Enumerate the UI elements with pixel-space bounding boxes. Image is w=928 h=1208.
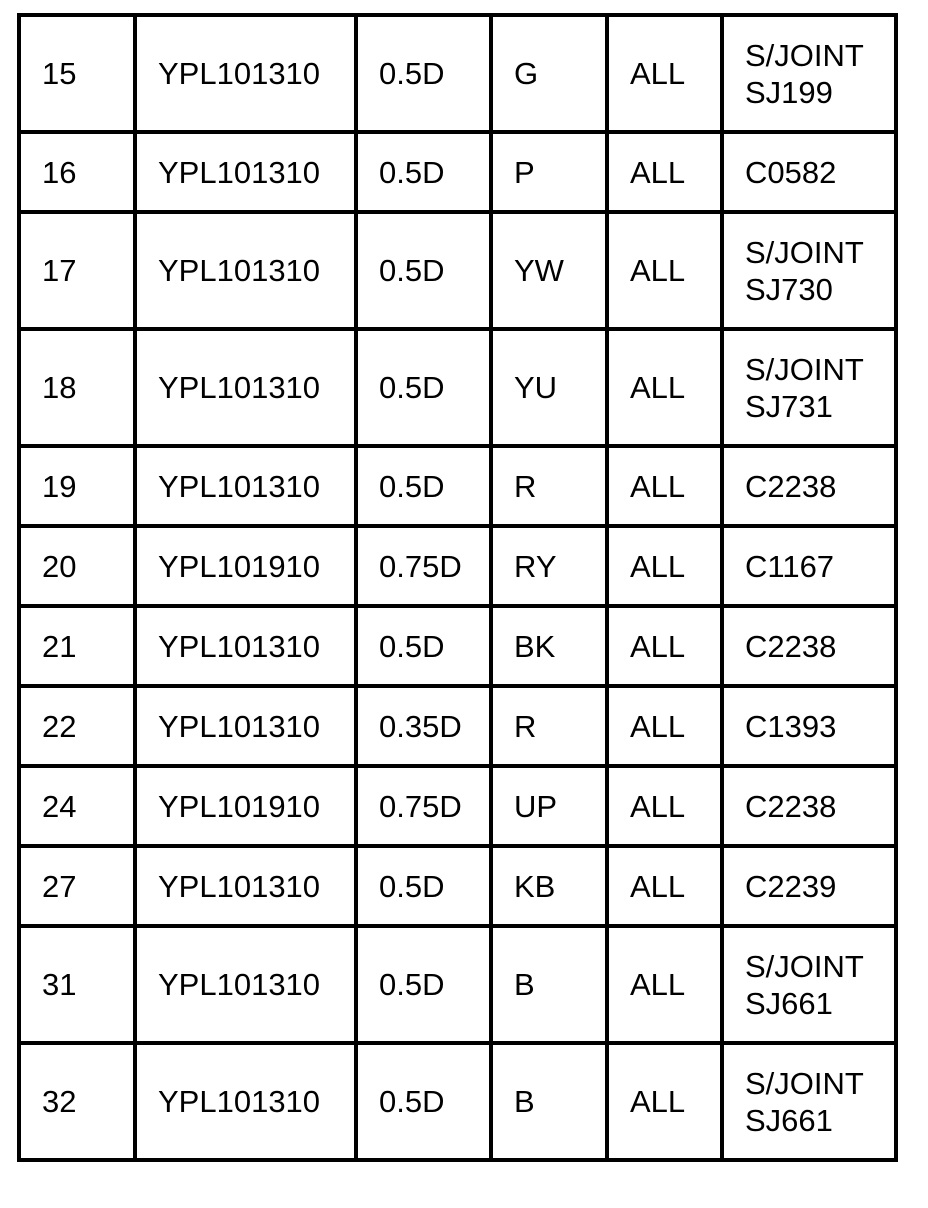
row-number-cell <box>19 686 135 766</box>
size-cell <box>356 846 491 926</box>
cell-text: ALL <box>630 154 686 190</box>
cell-text: ALL <box>630 468 686 504</box>
termination-line-1: C2239 <box>745 868 837 904</box>
termination-line-2: SJ661 <box>745 1102 833 1138</box>
termination-line-2: SJ731 <box>745 388 833 424</box>
cell-text: 0.5D <box>379 468 445 504</box>
color-cell <box>491 446 607 526</box>
table-row <box>19 329 896 446</box>
row-number-cell <box>19 132 135 212</box>
part-number-cell <box>135 686 356 766</box>
cell-text: ALL <box>630 628 686 664</box>
cell-text: ALL <box>630 788 686 824</box>
cell-text: ALL <box>630 253 686 288</box>
cell-text: YPL101310 <box>158 370 321 405</box>
cell-text: 0.5D <box>379 967 445 1002</box>
termination-line-1: S/JOINT <box>745 948 864 984</box>
row-number-cell <box>19 766 135 846</box>
cell-text: P <box>514 154 535 190</box>
cell-text: 0.5D <box>379 868 445 904</box>
termination-line-2: SJ661 <box>745 985 833 1021</box>
color-cell <box>491 846 607 926</box>
color-cell <box>491 1043 607 1160</box>
size-cell <box>356 132 491 212</box>
cell-text: B <box>514 1084 535 1119</box>
cell-text: 24 <box>42 788 77 824</box>
cell-text: ALL <box>630 370 686 405</box>
termination-line-1: C1393 <box>745 708 837 744</box>
size-cell <box>356 446 491 526</box>
size-cell <box>356 329 491 446</box>
cell-text: KB <box>514 868 556 904</box>
variant-cell <box>607 846 722 926</box>
cell-text: ALL <box>630 967 686 1002</box>
size-cell <box>356 606 491 686</box>
cell-text: YPL101310 <box>158 967 321 1002</box>
part-number-cell <box>135 766 356 846</box>
color-cell <box>491 526 607 606</box>
row-number-cell <box>19 446 135 526</box>
cell-text: ALL <box>630 868 686 904</box>
size-cell <box>356 686 491 766</box>
variant-cell <box>607 526 722 606</box>
termination-cell <box>722 606 896 686</box>
cell-text: 0.5D <box>379 628 445 664</box>
termination-cell <box>722 446 896 526</box>
cell-text: 19 <box>42 468 77 504</box>
termination-cell <box>722 329 896 446</box>
color-cell <box>491 132 607 212</box>
size-cell <box>356 212 491 329</box>
cell-text: BK <box>514 628 556 664</box>
cell-text: 27 <box>42 868 77 904</box>
termination-cell <box>722 526 896 606</box>
cell-text: YPL101310 <box>158 708 321 744</box>
row-number-cell <box>19 15 135 132</box>
color-cell <box>491 926 607 1043</box>
variant-cell <box>607 212 722 329</box>
cell-text: YPL101310 <box>158 56 321 91</box>
termination-line-1: C0582 <box>745 154 837 190</box>
cell-text: YPL101310 <box>158 868 321 904</box>
row-number-cell <box>19 846 135 926</box>
size-cell <box>356 1043 491 1160</box>
cell-text: YPL101310 <box>158 468 321 504</box>
size-cell <box>356 766 491 846</box>
cell-text: ALL <box>630 1084 686 1119</box>
table-row <box>19 446 896 526</box>
color-cell <box>491 686 607 766</box>
cell-text: 0.5D <box>379 154 445 190</box>
cell-text: 18 <box>42 370 77 405</box>
part-number-cell <box>135 606 356 686</box>
variant-cell <box>607 132 722 212</box>
cell-text: 15 <box>42 56 77 91</box>
cell-text: 32 <box>42 1084 77 1119</box>
table-row <box>19 526 896 606</box>
cell-text: ALL <box>630 548 686 584</box>
row-number-cell <box>19 526 135 606</box>
part-number-cell <box>135 926 356 1043</box>
color-cell <box>491 766 607 846</box>
part-number-cell <box>135 132 356 212</box>
cell-text: 0.75D <box>379 548 462 584</box>
table-row <box>19 212 896 329</box>
cell-text: 0.75D <box>379 788 462 824</box>
cell-text: YPL101310 <box>158 628 321 664</box>
row-number-cell <box>19 926 135 1043</box>
variant-cell <box>607 1043 722 1160</box>
table-row <box>19 132 896 212</box>
wire-table-body <box>19 15 896 1160</box>
cell-text: B <box>514 967 535 1002</box>
size-cell <box>356 926 491 1043</box>
termination-line-1: C2238 <box>745 788 837 824</box>
table-row <box>19 766 896 846</box>
cell-text: 0.35D <box>379 708 462 744</box>
table-row <box>19 846 896 926</box>
table-row <box>19 686 896 766</box>
table-row <box>19 15 896 132</box>
cell-text: R <box>514 708 537 744</box>
termination-cell <box>722 212 896 329</box>
termination-cell <box>722 846 896 926</box>
cell-text: 16 <box>42 154 77 190</box>
termination-line-1: S/JOINT <box>745 234 864 270</box>
row-number-cell <box>19 212 135 329</box>
table-row <box>19 926 896 1043</box>
part-number-cell <box>135 15 356 132</box>
cell-text: YU <box>514 370 558 405</box>
cell-text: ALL <box>630 56 686 91</box>
part-number-cell <box>135 1043 356 1160</box>
cell-text: YPL101910 <box>158 548 321 584</box>
termination-line-2: SJ730 <box>745 271 833 307</box>
cell-text: 31 <box>42 967 77 1002</box>
termination-cell <box>722 132 896 212</box>
variant-cell <box>607 766 722 846</box>
cell-text: YPL101310 <box>158 154 321 190</box>
row-number-cell <box>19 1043 135 1160</box>
color-cell <box>491 212 607 329</box>
part-number-cell <box>135 329 356 446</box>
size-cell <box>356 526 491 606</box>
termination-line-1: S/JOINT <box>745 351 864 387</box>
color-cell <box>491 15 607 132</box>
color-cell <box>491 606 607 686</box>
part-number-cell <box>135 446 356 526</box>
termination-cell <box>722 686 896 766</box>
row-number-cell <box>19 606 135 686</box>
termination-line-1: C1167 <box>745 548 835 584</box>
cell-text: YPL101310 <box>158 1084 321 1119</box>
termination-line-1: C2238 <box>745 468 837 504</box>
variant-cell <box>607 15 722 132</box>
cell-text: 0.5D <box>379 1084 445 1119</box>
cell-text: 22 <box>42 708 77 744</box>
termination-line-1: C2238 <box>745 628 837 664</box>
variant-cell <box>607 329 722 446</box>
part-number-cell <box>135 526 356 606</box>
termination-line-2: SJ199 <box>745 74 833 110</box>
part-number-cell <box>135 212 356 329</box>
cell-text: 17 <box>42 253 77 288</box>
cell-text: 20 <box>42 548 77 584</box>
variant-cell <box>607 926 722 1043</box>
size-cell <box>356 15 491 132</box>
termination-line-1: S/JOINT <box>745 37 864 73</box>
cell-text: 0.5D <box>379 56 445 91</box>
cell-text: 0.5D <box>379 370 445 405</box>
cell-text: YPL101310 <box>158 253 321 288</box>
variant-cell <box>607 686 722 766</box>
cell-text: YPL101910 <box>158 788 321 824</box>
cell-text: YW <box>514 253 564 288</box>
cell-text: RY <box>514 548 557 584</box>
cell-text: G <box>514 56 539 91</box>
termination-cell <box>722 1043 896 1160</box>
cell-text: ALL <box>630 708 686 744</box>
cell-text: 21 <box>42 628 77 664</box>
variant-cell <box>607 606 722 686</box>
variant-cell <box>607 446 722 526</box>
part-number-cell <box>135 846 356 926</box>
termination-cell <box>722 926 896 1043</box>
wire-table <box>17 13 898 1162</box>
termination-cell <box>722 15 896 132</box>
cell-text: 0.5D <box>379 253 445 288</box>
color-cell <box>491 329 607 446</box>
termination-line-1: S/JOINT <box>745 1065 864 1101</box>
termination-cell <box>722 766 896 846</box>
cell-text: R <box>514 468 537 504</box>
table-row <box>19 1043 896 1160</box>
cell-text: UP <box>514 788 558 824</box>
row-number-cell <box>19 329 135 446</box>
table-row <box>19 606 896 686</box>
